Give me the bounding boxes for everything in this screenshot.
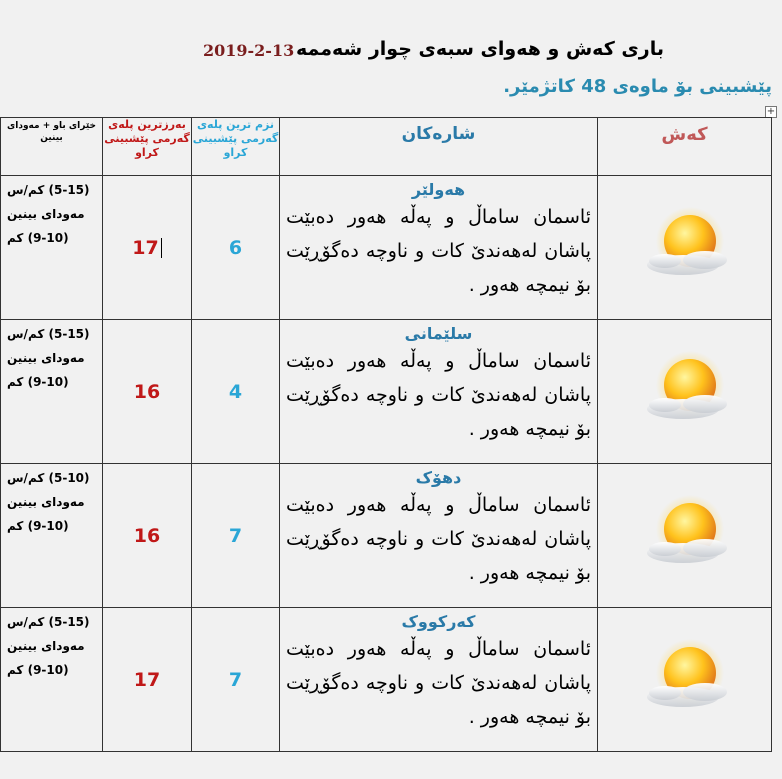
city-name: دهۆک [415, 468, 462, 487]
sky-cell [598, 176, 772, 320]
table-move-handle-icon[interactable]: + [766, 106, 776, 117]
min-temp-cell [192, 464, 280, 608]
min-temp-value: 6 [228, 236, 243, 259]
wind-speed: (5-10) کم/س [7, 471, 90, 485]
city-cell [280, 176, 598, 320]
wind-speed: (5-15) کم/س [7, 183, 90, 197]
sun-cloud-icon [635, 493, 735, 575]
wind-cell [1, 320, 103, 464]
table-row [1, 608, 772, 752]
weather-description: ئاسمان ساماڵ و پەڵە هەور دەبێت پاشان لەهەندێ کات و ناوچە دەگۆڕێت بۆ نیمچە هەور . [286, 206, 591, 296]
max-temp-value: 16 [133, 380, 161, 403]
visibility-label: مەودای بینین [7, 639, 85, 653]
header-sky: کەش [598, 118, 772, 176]
visibility-value: (9-10) کم [7, 663, 69, 677]
min-temp-value: 7 [228, 524, 243, 547]
header-cities: شارەکان [280, 118, 598, 176]
wind-cell [1, 464, 103, 608]
text-cursor [161, 238, 162, 258]
visibility-label: مەودای بینین [7, 207, 85, 221]
table-row [1, 464, 772, 608]
sky-cell [598, 608, 772, 752]
visibility-value: (9-10) کم [7, 375, 69, 389]
city-cell [280, 464, 598, 608]
city-cell [280, 320, 598, 464]
header-max-temp: بەرزترین پلەی گەرمی پێشبینی کراو [103, 118, 192, 176]
min-temp-cell [192, 320, 280, 464]
table-header-row [1, 118, 772, 176]
max-temp-cell[interactable] [103, 320, 192, 464]
visibility-label: مەودای بینین [7, 351, 85, 365]
table-row [1, 176, 772, 320]
header-min-temp: نزم ترین پلەی گەرمی پێشبینی کراو [192, 118, 280, 176]
wind-cell [1, 608, 103, 752]
title-date: 2019-2-13 [203, 41, 295, 60]
visibility-value: (9-10) کم [7, 519, 69, 533]
wind-speed: (5-15) کم/س [7, 615, 90, 629]
max-temp-value: 17 [132, 236, 159, 259]
table-row [1, 320, 772, 464]
city-name: سلێمانی [404, 324, 473, 343]
min-temp-cell [192, 176, 280, 320]
title-text: باری کەش و هەوای سبەی چوار شەممە [295, 38, 664, 60]
max-temp-value: 16 [133, 524, 161, 547]
wind-cell [1, 176, 103, 320]
min-temp-value: 7 [228, 668, 243, 691]
sun-cloud-icon [635, 205, 735, 287]
sun-cloud-icon [635, 637, 735, 719]
forecast-table [0, 117, 772, 752]
min-temp-cell [192, 608, 280, 752]
weather-description: ئاسمان ساماڵ و پەڵە هەور دەبێت پاشان لەهەندێ کات و ناوچە دەگۆڕێت بۆ نیمچە هەور . [286, 350, 591, 440]
forecast-subtitle: پێشبینی بۆ ماوەی 48 کاتژمێر. [503, 76, 772, 97]
max-temp-value: 17 [133, 668, 161, 691]
max-temp-cell[interactable] [103, 608, 192, 752]
visibility-value: (9-10) کم [7, 231, 69, 245]
max-temp-cell[interactable] [103, 464, 192, 608]
city-cell [280, 608, 598, 752]
document-title [0, 38, 782, 66]
sky-cell [598, 320, 772, 464]
max-temp-cell[interactable] [103, 176, 192, 320]
wind-speed: (5-15) کم/س [7, 327, 90, 341]
city-name: هەولێر [411, 180, 466, 199]
city-name: کەرکووک [401, 612, 476, 631]
sun-cloud-icon [635, 349, 735, 431]
min-temp-value: 4 [228, 380, 243, 403]
sky-cell [598, 464, 772, 608]
header-wind: خێرای باو + مەودای بینین [1, 118, 103, 176]
weather-description: ئاسمان ساماڵ و پەڵە هەور دەبێت پاشان لەهەندێ کات و ناوچە دەگۆڕێت بۆ نیمچە هەور . [286, 494, 591, 584]
weather-description: ئاسمان ساماڵ و پەڵە هەور دەبێت پاشان لەهەندێ کات و ناوچە دەگۆڕێت بۆ نیمچە هەور . [286, 638, 591, 728]
visibility-label: مەودای بینین [7, 495, 85, 509]
